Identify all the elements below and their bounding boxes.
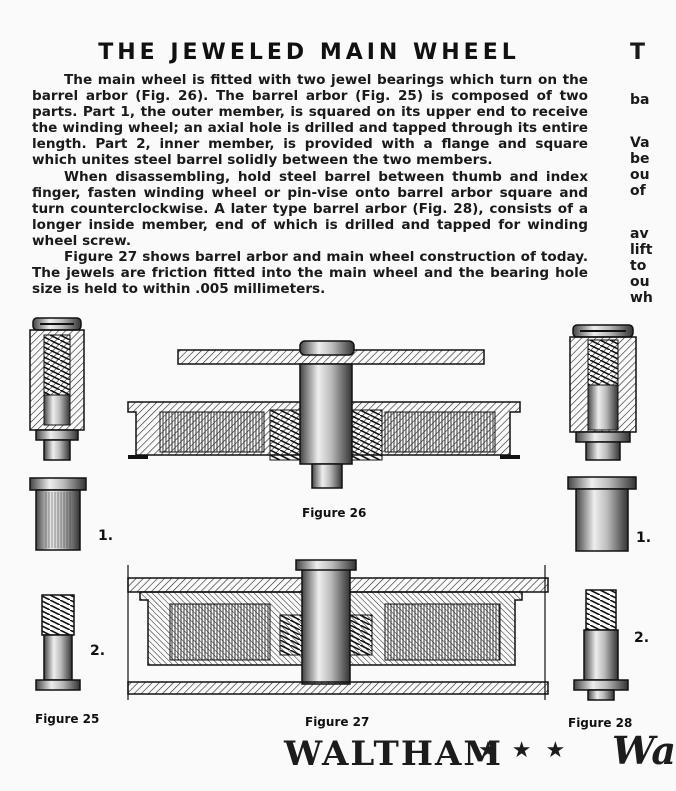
adjacent-line-fragment: to [630, 258, 647, 274]
adjacent-line-fragment: ou [630, 167, 650, 183]
adjacent-line-fragment: Va [630, 135, 650, 151]
page-title: THE JEWELED MAIN WHEEL [98, 40, 520, 65]
figure-28-drawing [568, 325, 636, 700]
figure-27-drawing [128, 560, 548, 700]
part-1-label: 1. [636, 530, 652, 546]
adjacent-line-fragment: ou [630, 274, 650, 290]
figure-25-drawing [30, 318, 86, 690]
adjacent-line-fragment: ba [630, 92, 650, 108]
adjacent-line-fragment: of [630, 183, 646, 199]
adjacent-line-fragment: wh [630, 290, 653, 306]
figure-26-drawing [128, 341, 520, 488]
figure-27-caption: Figure 27 [305, 715, 370, 729]
part-2-label: 2. [634, 630, 650, 646]
adjacent-line-fragment: av [630, 226, 649, 242]
paragraph-1: The main wheel is fitted with two jewel bearings which turn on the barrel arbor (Fig. 26). The barrel arbor (Fig. 25) is composed of two parts. Part 1, the outer member, is squared on its upper end to receive the winding wheel; an axial hole is drilled and tapped through its entire length. Part 2, inner member, is provided with a flange and square which unites steel barrel solidly between the two members. [32, 72, 588, 169]
figure-28-caption: Figure 28 [568, 716, 633, 730]
adjacent-line-fragment: lift [630, 242, 653, 258]
footer-stars: ★★★ [478, 738, 580, 763]
footer-brand: WALTHAM [284, 734, 503, 774]
footer-script-fragment: Wa [612, 728, 676, 773]
paragraph-3: Figure 27 shows barrel arbor and main wheel construction of today. The jewels are friction fitted into the main wheel and the bearing hole size is held to within .005 millimeters. [32, 249, 588, 298]
part-1-label: 1. [98, 528, 114, 544]
part-2-label: 2. [90, 643, 106, 659]
adjacent-line-fragment: be [630, 151, 650, 167]
adjacent-title-fragment: T [630, 40, 646, 65]
figure-26-caption: Figure 26 [302, 506, 367, 520]
figure-25-caption: Figure 25 [35, 712, 100, 726]
paragraph-2: When disassembling, hold steel barrel between thumb and index finger, fasten winding wheel or pin-vise onto barrel arbor square and turn counterclockwise. A later type barrel arbor (Fig. 28), consists of a longer inside member, end of which is drilled and tapped for winding wheel screw. [32, 168, 588, 249]
